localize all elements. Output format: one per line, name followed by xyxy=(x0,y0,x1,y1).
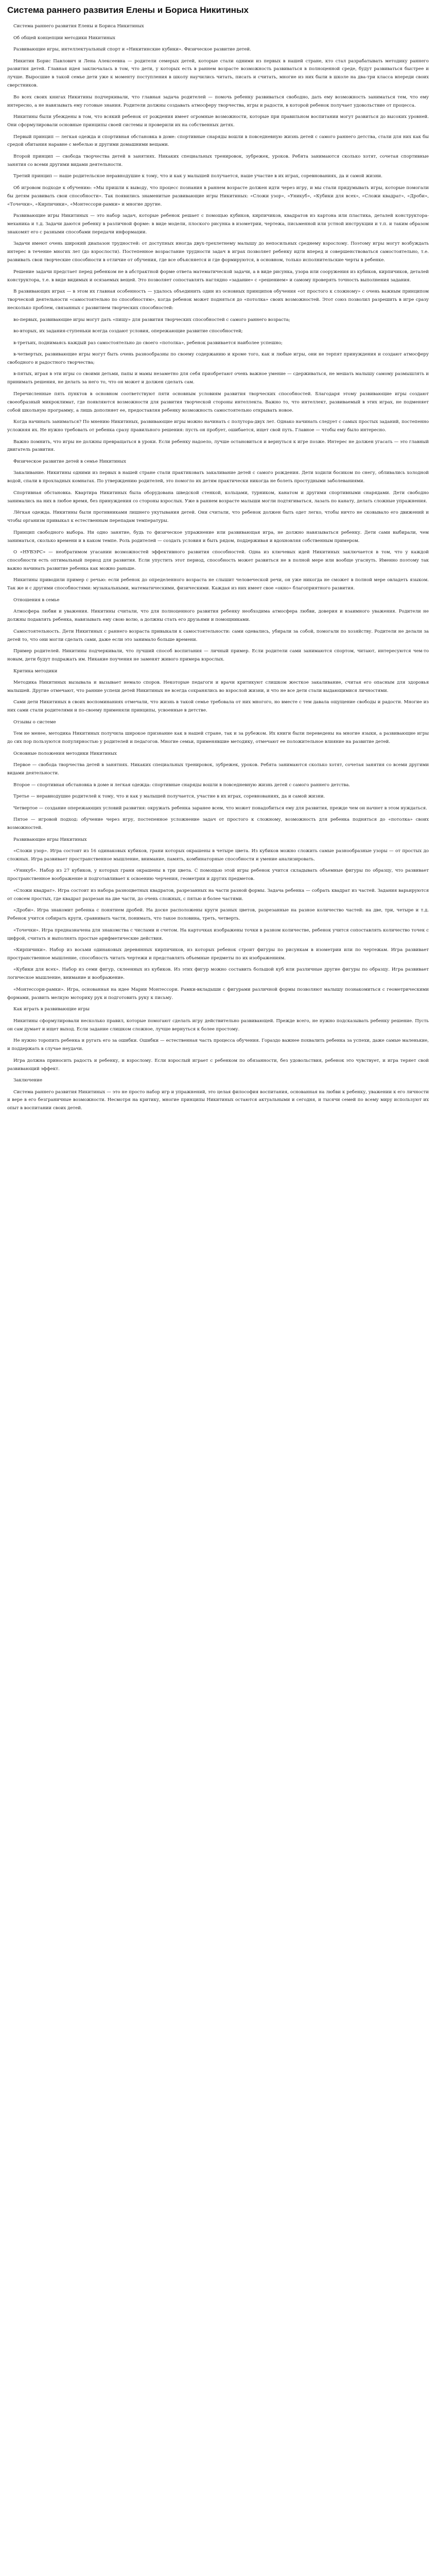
paragraph: Как играть в развивающие игры xyxy=(13,1007,90,1012)
paragraph: Второй принцип — свобода творчества детей в занятиях. Никаких специальных тренировок, зубрежек, уроков. Ребята занимаются сколько хотят, сочетая спортивные занятия со всеми другими видами деятельности. xyxy=(7,154,429,167)
paragraph: Во всех своих книгах Никитины подчеркивали, что главная задача родителей — помочь ребенку развиваться свободно, дать ему возможность заниматься тем, что ему интересно, а не навязывать ему готовые знания. Родители должны создавать атмосферу творчества, игры и радости, в которой ребенок получает удовольствие от процесса. xyxy=(7,94,429,108)
paragraph: в-пятых, играя в эти игры со своими детьми, папы и мамы незаметно для себя приобретают очень важное умение — сдерживаться, не мешать малышу самому размышлять и принимать решения, не делать за него то, что он может и должен сделать сам. xyxy=(7,371,429,385)
paragraph: «Сложи квадрат». Игра состоит из набора разноцветных квадратов, разрезанных на части разной формы. Задача ребенка — собрать квадрат из частей. Задания варьируются от совсем простых, где квадрат разрезан на две части, до очень сложных, с пятью и более частями. xyxy=(7,888,429,902)
paragraph: во-вторых, их задания-ступеньки всегда создают условия, опережающие развитие способностей; xyxy=(13,329,243,334)
paragraph: Третий принцип — наше родительское неравнодушие к тому, что и как у малышей получается, наше участие в их играх, соревнованиях, да и самой жизни. xyxy=(13,174,382,179)
paragraph: Никитины были убеждены в том, что всякий ребенок от рождения имеет огромные возможности, которые при правильном воспитании могут развиться до высоких уровней. Они сформулировали основные принципы своей системы и проверили их на собственных детях. xyxy=(7,114,429,128)
paragraph: О «НУВЭРС» — необратимом угасании возможностей эффективного развития способностей. Одна из ключевых идей Никитиных заключается в том, что у каждой способности есть оптимальный период для развития. Если упустить этот период, способность может развиться не в полной мере или вообще угаснуть. Именно поэтому так важно начинать развитие ребенка как можно раньше. xyxy=(7,550,429,571)
paragraph: Отношения в семье xyxy=(13,597,60,603)
paragraph: Самостоятельность. Дети Никитиных с раннего возраста привыкали к самостоятельности: сами одевались, убирали за собой, помогали по хозяйству. Родители не делали за детей то, что они могли сделать сами, даже если это занимало больше времени. xyxy=(7,629,429,642)
paragraph: Закаливание. Никитины одними из первых в нашей стране стали практиковать закаливание детей с самого рождения. Дети ходили босиком по снегу, обливались холодной водой, спали в прохладных комнатах. По утверждению родителей, это помогло их детям практически никогда не болеть простудными заболеваниями. xyxy=(7,470,429,484)
paragraph: В развивающих играх — в этом их главная особенность — удалось объединить один из основных принципов обучения «от простого к сложному» с очень важным принципом творческой деятельности «самостоятельно по способностям», когда ребенок может подняться до «потолка» своих возможностей. Этот союз позволил разрешить в игре сразу несколько проблем, связанных с развитием творческих способностей: xyxy=(7,289,429,311)
paragraph: Задачи имеют очень широкий диапазон трудностей: от доступных иногда двух-трехлетнему малышу до непосильных среднему взрослому. Поэтому игры могут возбуждать интерес в течение многих лет (до взрослости). Постепенное возрастание трудности задач в играх позволяет ребенку идти вперед и совершенствоваться самостоятельно, т.е. развивать свои творческие способности в отличие от обучения, где все объясняется и где формируются, в основном, только исполнительские черты в ребенке. xyxy=(7,241,429,263)
paragraph: Критика методики xyxy=(13,668,58,674)
paragraph: Второе — спортивная обстановка в доме и легкая одежда: спортивные снаряды вошли в повседневную жизнь детей с самого раннего детства. xyxy=(13,782,351,788)
paragraph: Сами дети Никитиных в своих воспоминаниях отмечали, что жизнь в такой семье требовала от них многого, но вместе с тем давала ощущение свободы и радости. Многие из них сами стали родителями и по-своему применяли принципы, усвоенные в детстве. xyxy=(7,700,429,714)
paragraph: Развивающие игры, интеллектуальный спорт и «Никитинские кубики». Физическое развитие детей. xyxy=(13,47,251,52)
paragraph: Никитины приводили пример с речью: если ребенок до определенного возраста не слышит человеческой речи, он уже никогда не сможет в полной мере овладеть языком. Так же и с другими способностями: музыкальными, математическими, физическими. Каждая из них имеет свое «окно» благоприятного развития. xyxy=(7,578,429,591)
paragraph: Когда начинать заниматься? По мнению Никитиных, развивающие игры можно начинать с полутора-двух лет. Однако начинать следует с самых простых заданий, постепенно усложняя их. Не нужно требовать от ребенка сразу правильного решения: пусть он пробует, ошибается, ищет свой путь. Главное — чтобы ему было интересно. xyxy=(7,419,429,433)
paragraph: «Уникуб». Набор из 27 кубиков, у которых грани окрашены в три цвета. С помощью этой игры ребенок учится складывать объемные фигуры по образцу, что развивает пространственное воображение и подготавливает к освоению черчения, геометрии и других предметов. xyxy=(7,868,429,882)
paragraph: Основные положения методики Никитиных xyxy=(13,751,117,756)
paragraph: Никитины сформулировали несколько правил, которые помогают сделать игру действительно развивающей. Прежде всего, не нужно подсказывать ребенку решение. Пусть он сам думает и ищет выход. Если задание слишком сложное, лучше вернуться к более простому. xyxy=(7,1018,429,1032)
paragraph: Пример родителей. Никитины подчеркивали, что лучший способ воспитания — личный пример. Если родители сами занимаются спортом, читают, интересуются чем-то новым, дети будут подражать им. Никакие поучения не заменят живого примера взрослых. xyxy=(7,649,429,662)
paragraph: в-третьих, поднимаясь каждый раз самостоятельно до своего «потолка», ребенок развивается наиболее успешно; xyxy=(13,340,283,346)
paragraph: Спортивная обстановка. Квартира Никитиных была оборудована шведской стенкой, кольцами, турником, канатом и другими спортивными снарядами. Дети свободно занимались на них в любое время, без принуждения со стороны взрослых. Уже в раннем возрасте малыши могли подтягиваться, лазать по канату, делать сложные упражнения. xyxy=(7,490,429,504)
paragraph: Первое — свобода творчества детей в занятиях. Никаких специальных тренировок, зубрежек, уроков. Ребята занимаются сколько хотят, сочетая занятия со всеми другими видами деятельности. xyxy=(7,762,429,776)
paragraph: Методика Никитиных вызывала и вызывает немало споров. Некоторые педагоги и врачи критикуют слишком жесткое закаливание, считая его опасным для здоровья малышей. Другие отмечают, что ранние успехи детей Никитиных не всегда сохранялись во взрослой жизни, и что не все дети стали выдающимися личностями. xyxy=(7,680,429,693)
paragraph: Развивающие игры Никитиных xyxy=(13,837,87,842)
paragraph: Третье — неравнодушие родителей к тому, что и как у малышей получается, участие в их играх, соревнованиях, да и самой жизни. xyxy=(13,794,325,800)
paragraph: Решение задачи предстает перед ребенком не в абстрактной форме ответа математической задачи, а в виде рисунка, узора или сооружения из кубиков, кирпичиков, деталей конструктора, т.е. в виде видимых и осязаемых вещей. Это позволяет сопоставлять наглядно «задание» с «решением» и самому проверять точность выполнения задания. xyxy=(7,269,429,283)
document-title: Система раннего развития Елены и Бориса Никитиных xyxy=(7,5,249,15)
paragraph: Четвертое — создание опережающих условий развития: окружать ребенка заранее всем, что может понадобиться ему для развития, прежде чем он начнет в этом нуждаться. xyxy=(13,805,427,811)
paragraph: в-четвертых, развивающие игры могут быть очень разнообразны по своему содержанию и кроме того, как и любые игры, они не терпят принуждения и создают атмосферу свободного и радостного творчества; xyxy=(7,352,429,365)
paragraph: Не нужно торопить ребенка и ругать его за ошибки. Ошибки — естественная часть процесса обучения. Гораздо важнее похвалить ребенка за успехи, даже самые маленькие, и поддержать в случае неудачи. xyxy=(7,1038,429,1052)
paragraph: «Точечки». Игра предназначена для знакомства с числами и счетом. На карточках изображены точки в разном количестве, ребенок учится сопоставлять количество точек с цифрой, считать и выполнять простые арифметические действия. xyxy=(7,927,429,941)
paragraph: Заключение xyxy=(13,1078,43,1083)
paragraph: Система раннего развития Никитиных — это не просто набор игр и упражнений, это целая философия воспитания, основанная на любви к ребенку, уважении к его личности и вере в его безграничные возможности. Несмотря на критику, многие принципы Никитиных остаются актуальными и сегодня, и тысячи семей по всему миру используют их опыт в воспитании своих детей. xyxy=(7,1089,429,1111)
paragraph: Физическое развитие детей в семье Никитиных xyxy=(13,459,126,464)
paragraph: Атмосфера любви и уважения. Никитины считали, что для полноценного развития ребенку необходима атмосфера любви, доверия и взаимного уважения. Родители не должны подавлять ребенка, навязывать ему свою волю, а должны стать его друзьями и помощниками. xyxy=(7,609,429,623)
document-body xyxy=(7,23,429,1113)
paragraph: «Сложи узор». Игра состоит из 16 одинаковых кубиков, грани которых окрашены в четыре цвета. Из кубиков можно сложить самые разнообразные узоры — от простых до сложных. Игра развивает пространственное мышление, внимание, память, комбинаторные способности и умение анализировать. xyxy=(7,849,429,862)
paragraph: «Кубики для всех». Набор из семи фигур, склеенных из кубиков. Из этих фигур можно составить большой куб или различные другие фигуры по образцу. Игра развивает логическое мышление, внимание и воображение. xyxy=(7,967,429,981)
paragraph: во-первых, развивающие игры могут дать «пищу» для развития творческих способностей с самого раннего возраста; xyxy=(13,317,290,323)
paragraph: Об игровом подходе к обучению: «Мы пришли к выводу, что процесс познания в раннем возрасте должен идти через игру, и мы стали придумывать игры, которые помогали бы детям развивать свои способности». Так появились знаменитые развивающие игры Никитиных: «Сложи узор», «Уникуб», «Кубики для всех», «Сложи квадрат», «Дроби», «Точечки», «Кирпичики», «Монтессори-рамки» и многие другие. xyxy=(7,185,429,207)
paragraph: Отзывы о системе xyxy=(13,719,56,725)
paragraph: Принцип свободного выбора. Ни одно занятие, будь то физическое упражнение или развивающая игра, не должно навязываться ребенку. Дети сами выбирали, чем заниматься, сколько времени и в каком темпе. Роль родителей — создать условия и быть рядом, поддерживая и вдохновляя собственным примером. xyxy=(7,530,429,544)
paragraph: «Дроби». Игра знакомит ребенка с понятием дробей. На доске расположены круги разных цветов, разрезанные на разное количество частей: на две, три, четыре и т.д. Ребенок учится собирать круги, сравнивать части, понимать, что такое половина, треть, четверть. xyxy=(7,908,429,922)
paragraph: Об общей концепции методики Никитиных xyxy=(13,35,115,41)
paragraph: Игра должна приносить радость и ребенку, и взрослому. Если взрослый играет с ребенком по обязанности, без удовольствия, ребенок это чувствует, и игра теряет свой развивающий эффект. xyxy=(7,1058,429,1072)
paragraph: Тем не менее, методика Никитиных получила широкое признание как в нашей стране, так и за рубежом. Их книги были переведены на многие языки, а развивающие игры до сих пор пользуются популярностью у родителей и педагогов. Многие семьи, применявшие методику, отмечают ее положительное влияние на развитие детей. xyxy=(7,731,429,745)
paragraph: Пятое — игровой подход: обучение через игру, постепенное усложнение задач от простого к сложному, возможность для ребенка подняться до «потолка» своих возможностей. xyxy=(7,817,429,831)
paragraph: Перечисленные пять пунктов в основном соответствуют пяти основным условиям развития творческих способностей. Благодаря этому развивающие игры создают своеобразный микроклимат, где появляются возможности для развития творческой стороны интеллекта. Важно то, что интеллект, развиваемый в этих играх, не подменяет собой школьную программу, а лишь дополняет ее, предоставляя ребенку возможность самостоятельно открывать новое. xyxy=(7,391,429,413)
paragraph: Система раннего развития Елены и Бориса Никитиных xyxy=(13,24,144,29)
paragraph: Первый принцип — легкая одежда и спортивная обстановка в доме: спортивные снаряды вошли в повседневную жизнь детей с самого раннего детства, стали для них как бы средой обитания наравне с мебелью и другими домашними вещами. xyxy=(7,134,429,148)
paragraph: Важно помнить, что игры не должны превращаться в уроки. Если ребенку надоело, лучше остановиться и вернуться к игре позже. Интерес не должен угасать — это главный двигатель развития. xyxy=(7,439,429,453)
paragraph: Развивающие игры Никитиных — это набор задач, которые ребенок решает с помощью кубиков, кирпичиков, квадратов из картона или пластика, деталей конструктора-механика и т.д. Задачи даются ребенку в различной форме: в виде модели, плоского рисунка в изометрии, чертежа, письменной или устной инструкции и т.п. и таким образом знакомят его с разными способами передачи информации. xyxy=(7,213,429,235)
paragraph: Лёгкая одежда. Никитины были противниками лишнего укутывания детей. Они считали, что ребенок должен быть одет легко, чтобы ничто не сковывало его движений и чтобы организм привыкал к естественным перепадам температуры. xyxy=(7,510,429,524)
paragraph: Никитин Борис Павлович и Лена Алексеевна — родители семерых детей, которые стали одними из первых в нашей стране, кто стал разрабатывать методику раннего развития детей. Главная идея заключалась в том, что дети, у которых есть в раннем возрасте возможность развиваться в полноценной среде, будут развиваться быстрее и лучше. Выросшие в такой семье дети уже к моменту поступления в школу научились читать, писать и считать, многие из них были в школе на два-три класса впереди своих сверстников. xyxy=(7,58,429,89)
paragraph: «Кирпичики». Набор из восьми одинаковых деревянных кирпичиков, из которых ребенок строит фигуры по рисункам в изометрии или по чертежам. Игра развивает пространственное мышление, способность читать чертежи и представлять объемные предметы по их изображениям. xyxy=(7,947,429,961)
paragraph: «Монтессори-рамки». Игра, основанная на идее Марии Монтессори. Рамки-вкладыши с фигурами различной формы позволяют малышу познакомиться с геометрическими формами, развить мелкую моторику рук и подготовить руку к письму. xyxy=(7,987,429,1001)
